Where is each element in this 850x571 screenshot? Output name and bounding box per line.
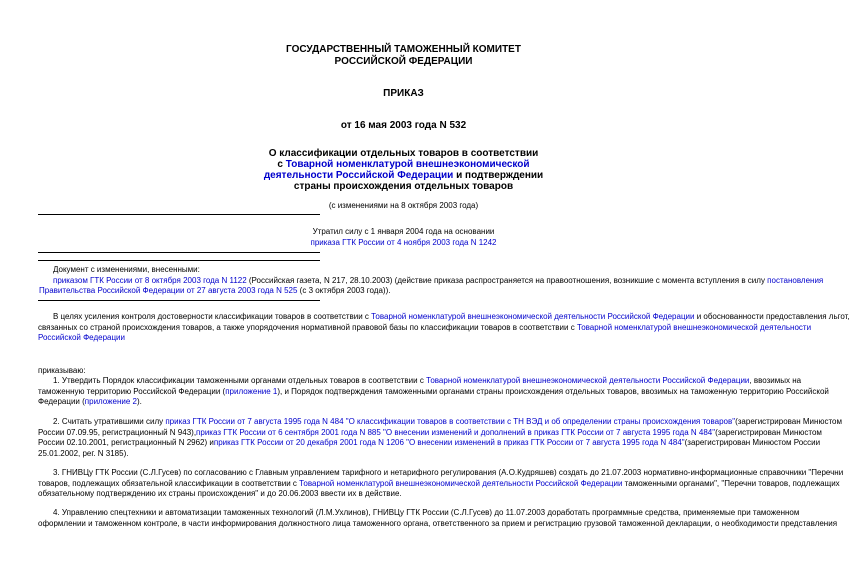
item-1-line3 (38, 397, 793, 408)
resolution-link-cont[interactable]: Правительства Российской Федерации от 27 августа 2003 года N 525 (39, 286, 298, 295)
order-word: приказываю: (38, 366, 86, 375)
item-text: 2. Считать утратившими силу (53, 417, 166, 426)
item-3-line3: обязательному подтверждению их страны происхождения" и до 20.06.2003 ввести их в действие. (38, 489, 402, 498)
item-text: ), и Порядок подтверждения таможенными органами страны происхождения отдельных товаров, ввозимых на таможенную территорию Российской (277, 386, 829, 396)
item-text: Федерации ( (38, 397, 85, 406)
tnved-link[interactable]: Товарной номенклатурой внешнеэкономической (285, 159, 530, 170)
item-text: ). (136, 397, 142, 406)
tnved-link-cont[interactable]: деятельности Российской Федерации (263, 170, 454, 181)
doc-type: ПРИКАЗ (383, 88, 424, 99)
changes-text: (с 3 октября 2003 года)). (297, 286, 391, 295)
order-484-link[interactable]: приказ ГТК России от 7 августа 1995 года N 484 "О классификации товаров в соответствии с ТН ВЭД и об определении страны происхождения товаров" (165, 417, 736, 426)
item-3-line2 (38, 478, 840, 490)
item-text: России 07.09.95, регистрационный N 943), (38, 427, 197, 437)
doc-title-line1: О классификации отдельных товаров в соответствии (268, 148, 539, 159)
item-text: 1. Утвердить Порядок классификации таможенными органами отдельных товаров в соответствии с (53, 376, 427, 385)
item-3-line1: 3. ГНИВЦу ГТК России (С.Л.Гусев) по согласованию с Главным управлением тарифного и нетарифного регулирования (А.О.Кудряшев) создать до 21.07.2003 нормативно-информационные справочники "Перечни (53, 468, 844, 477)
divider (38, 252, 320, 253)
item-1 (38, 376, 829, 408)
item-text: России 02.10.2001, регистрационный N 2962) и (38, 438, 214, 447)
tnved-link[interactable]: Товарной номенклатурой внешнеэкономической деятельности (576, 322, 812, 332)
preamble (38, 312, 850, 344)
resolution-link[interactable]: постановления (767, 275, 824, 285)
preamble-line2 (38, 322, 812, 334)
item-text: таможенными органами", "Перечни товаров, подлежащих (622, 478, 840, 488)
tnved-link[interactable]: Товарной номенклатурой внешнеэкономической деятельности Российской Федерации (371, 312, 695, 321)
divider (38, 214, 320, 215)
preamble-text: связанных со страной происхождения товаров, а также упорядочения нормативной правовой базы по классификации товаров в соответствии с (38, 322, 577, 332)
item-2 (38, 417, 842, 459)
divider (38, 260, 320, 261)
tnved-link[interactable]: Товарной номенклатурой внешнеэкономической деятельности Российской Федерации (299, 478, 623, 488)
lost-force-link[interactable]: приказа ГТК России от 4 ноября 2003 года N 1242 (310, 238, 497, 247)
changes-block (39, 265, 824, 297)
doc-date-number: от 16 мая 2003 года N 532 (340, 120, 467, 131)
amend-order-link[interactable]: приказом ГТК России от 8 октября 2003 года N 1122 (53, 275, 247, 285)
amendment-note: (с изменениями на 8 октября 2003 года) (328, 201, 479, 210)
doc-title-line4: страны происхождения отдельных товаров (293, 181, 514, 192)
preamble-line1 (38, 312, 850, 323)
item-2-line2 (38, 427, 822, 439)
changes-heading: Документ с изменениями, внесенными: (53, 265, 200, 274)
changes-line3 (39, 286, 793, 297)
agency-name-line2: РОССИЙСКОЙ ФЕДЕРАЦИИ (334, 56, 473, 67)
appendix-2-link[interactable]: приложение 2 (84, 397, 137, 406)
item-2-line4: 25.01.2002, рег. N 3185). (38, 448, 129, 458)
item-2-line3 (38, 438, 821, 449)
item-2-line1 (38, 417, 842, 428)
item-text: , ввозимых на (749, 376, 802, 385)
item-4-line1: 4. Управлению спецтехники и автоматизации таможенных технологий (Л.М.Ухлинов), ГНИВЦу ГТК России (С.Л.Гусев) до 11.07.2003 доработать программные средства, применяемые при таможенном (53, 508, 800, 517)
changes-text: (Российская газета, N 217, 28.10.2003) (действие приказа распространяется на правоотношения, возникшие с момента вступления в силу (246, 275, 768, 285)
item-4-line2: оформлении и таможенном контроле, в части информирования должностного лица таможенного органа, ответственного за прием и регистрацию грузовой таможенной декларации, о необходимости представления (38, 518, 838, 528)
agency-name-line1: ГОСУДАРСТВЕННЫЙ ТАМОЖЕННЫЙ КОМИТЕТ (286, 44, 521, 55)
appendix-1-link[interactable]: приложение 1 (225, 386, 278, 396)
preamble-text: В целях усиления контроля достоверности классификации товаров в соответствии с (53, 312, 372, 321)
title-text: и подтверждении (453, 170, 544, 181)
preamble-text: и обоснованности предоставления льгот, (694, 312, 850, 321)
lost-force-link-line (0, 238, 807, 248)
divider (38, 300, 320, 301)
item-text: товаров, подлежащих обязательной классификации в соответствии с (38, 478, 300, 488)
item-text: (зарегистрирован Минюстом России (684, 438, 821, 447)
lost-force-note: Утратил силу с 1 января 2004 года на основании (312, 227, 495, 236)
item-text: (зарегистрирован Минюстом (735, 417, 842, 426)
order-1206-link[interactable]: приказ ГТК России от 20 декабря 2001 года N 1206 "О внесении изменений в приказ ГТК России от 7 августа 1995 года N 484" (213, 438, 685, 447)
tnved-link-cont[interactable]: Российской Федерации (38, 333, 125, 342)
item-1-line2 (38, 386, 829, 398)
preamble-line3 (38, 333, 793, 344)
item-text: (зарегистрирован Минюстом (715, 427, 822, 437)
item-3 (38, 468, 844, 500)
tnved-link[interactable]: Товарной номенклатурой внешнеэкономической деятельности Российской Федерации (426, 376, 750, 385)
item-4 (38, 508, 838, 529)
changes-line2 (53, 275, 824, 287)
item-1-line1 (38, 376, 802, 387)
order-885-link[interactable]: приказ ГТК России от 6 сентября 2001 года N 885 "О внесении изменений и дополнений в приказ ГТК России от 7 августа 1995 года N 484" (196, 427, 716, 437)
item-text: таможенную территорию Российской Федерации ( (38, 386, 226, 396)
title-text: с (277, 159, 286, 170)
